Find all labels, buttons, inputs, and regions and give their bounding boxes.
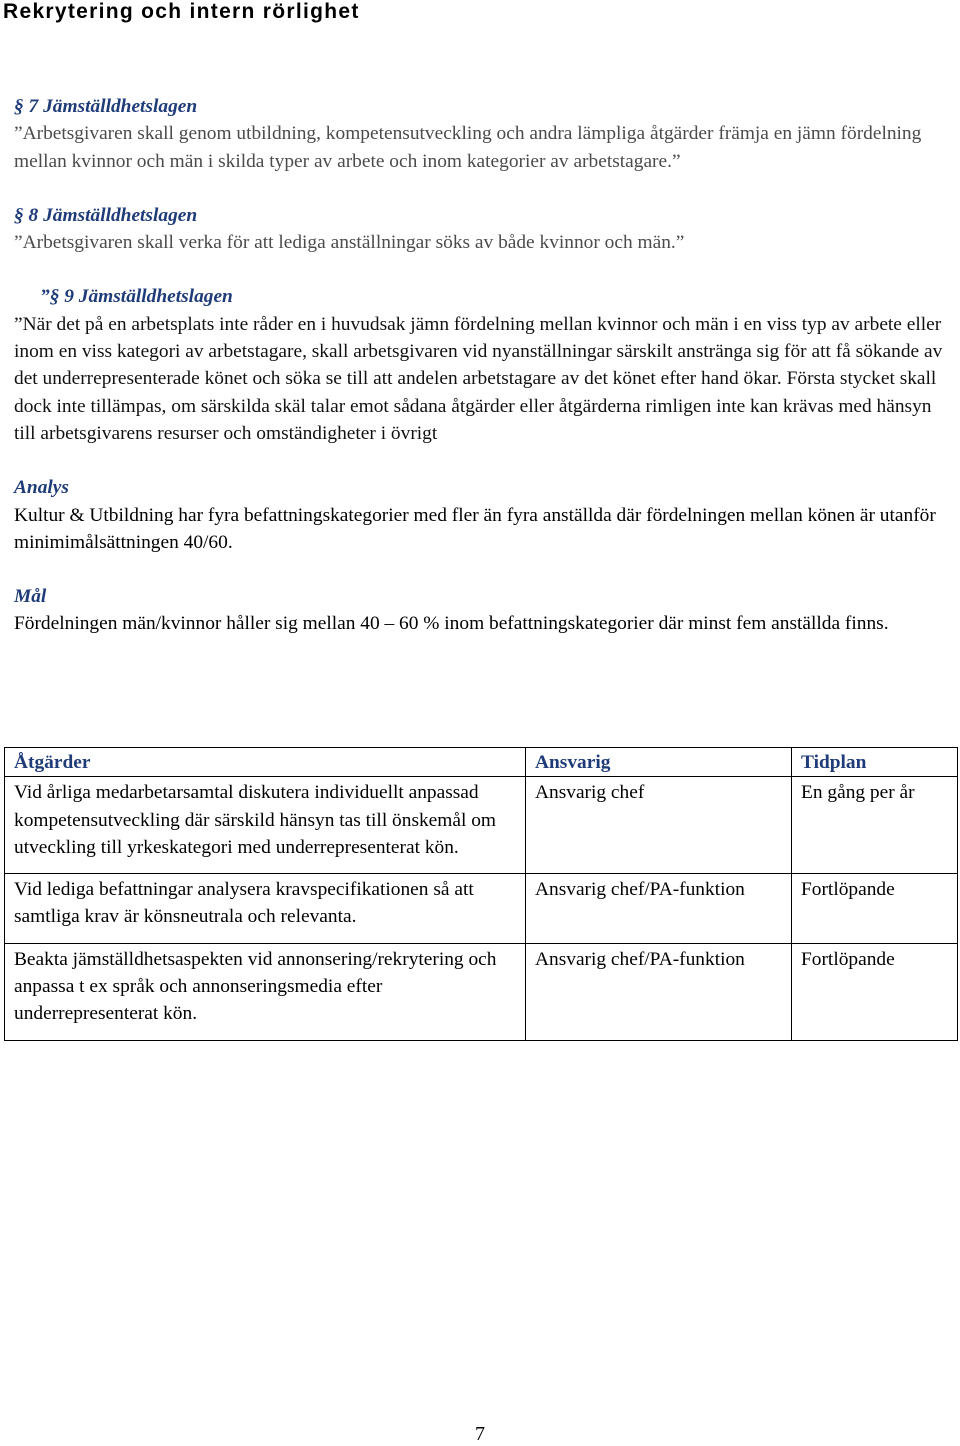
law-section-text: ”Arbetsgivaren skall genom utbildning, kompetensutveckling och andra lämpliga åtgärder främja en jämn fördelning mellan kvinnor och män i skilda typer av arbete och inom kategorier av arbetstagare.” — [14, 123, 922, 172]
column-header-schedule: Tidplan — [792, 748, 958, 777]
law-section-text: ”När det på en arbetsplats inte råder en i huvudsak jämn fördelning mellan kvinnor och män i en viss typ av arbete eller inom en viss kategori av arbetstagare, skall arbetsgivaren vid nyanställningar särskilt anstränga sig för att få sökande av det underrepresenterade könet och söka se till att andelen arbetstagare av det könet efter hand ökar. Första stycket skall dock inte tillämpas, om särskilda skäl talar emot sådana åtgärder eller åtgärderna rimligen inte kan krävas med hänsyn till arbetsgivarens resurser och omständigheter i övrigt — [14, 313, 943, 444]
responsible-cell: Ansvarig chef — [526, 777, 792, 874]
analysis-text: Kultur & Utbildning har fyra befattningskategorier med fler än fyra anställda där fördelningen mellan könen är utanför minimimålsättningen 40/60. — [14, 504, 936, 553]
column-header-responsible: Ansvarig — [526, 748, 792, 777]
document-body — [14, 93, 944, 638]
law-section-heading: § 7 Jämställdhetslagen — [14, 96, 198, 117]
schedule-cell: En gång per år — [792, 777, 958, 874]
goal-heading: Mål — [14, 586, 47, 608]
table-row — [5, 777, 958, 874]
action-cell: Vid årliga medarbetarsamtal diskutera individuellt anpassad kompetensutveckling där särskild hänsyn tas till önskemål om utveckling till yrkeskategori med underrepresenterat kön. — [5, 777, 526, 874]
goal-section — [14, 583, 944, 638]
column-header-actions: Åtgärder — [5, 748, 526, 777]
law-section-text: ”Arbetsgivaren skall verka för att lediga anställningar söks av både kvinnor och män.” — [14, 232, 685, 254]
table-row — [5, 874, 958, 944]
page-title: Rekrytering och intern rörlighet — [3, 0, 360, 23]
responsible-cell: Ansvarig chef/PA-funktion — [526, 943, 792, 1040]
table-row — [5, 943, 958, 1040]
responsible-cell: Ansvarig chef/PA-funktion — [526, 874, 792, 944]
law-section-heading: ”§ 9 Jämställdhetslagen — [40, 286, 233, 308]
table-header-row — [5, 748, 958, 777]
goal-text: Fördelningen män/kvinnor håller sig mellan 40 – 60 % inom befattningskategorier där minst fem anställda finns. — [14, 613, 889, 635]
law-section-7 — [14, 93, 944, 175]
measures-table — [4, 747, 958, 1041]
page-number: 7 — [475, 1423, 485, 1445]
analysis-section — [14, 474, 944, 556]
analysis-heading: Analys — [14, 477, 69, 499]
action-cell: Beakta jämställdhetsaspekten vid annonsering/rekrytering och anpassa t ex språk och annonseringsmedia efter underrepresenterat kön. — [5, 943, 526, 1040]
law-section-9 — [14, 283, 944, 447]
action-cell: Vid lediga befattningar analysera kravspecifikationen så att samtliga krav är könsneutrala och relevanta. — [5, 874, 526, 944]
schedule-cell: Fortlöpande — [792, 874, 958, 944]
law-section-heading: § 8 Jämställdhetslagen — [14, 204, 198, 226]
schedule-cell: Fortlöpande — [792, 943, 958, 1040]
law-section-8 — [14, 202, 944, 257]
